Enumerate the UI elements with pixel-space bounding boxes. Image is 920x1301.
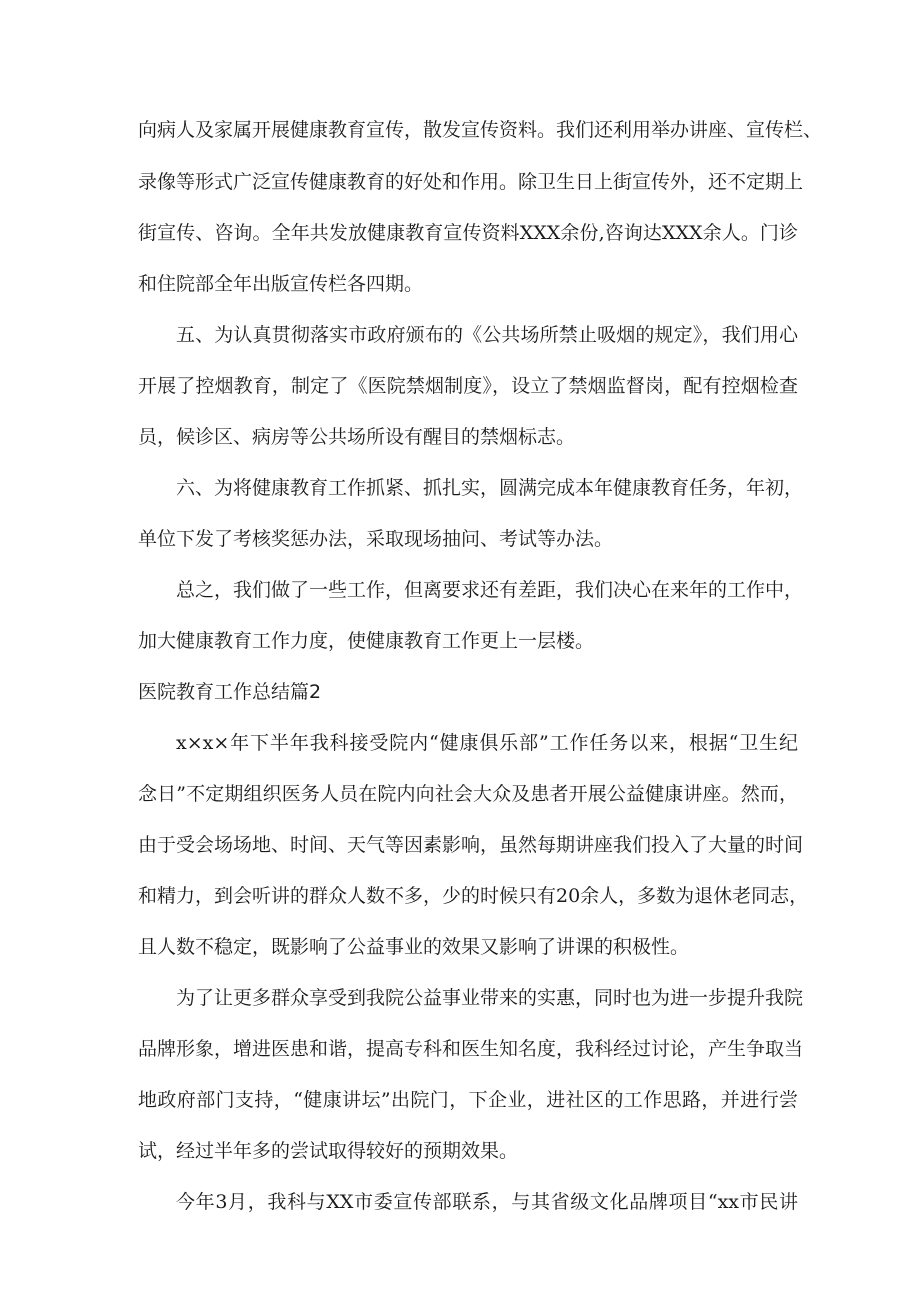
body-line: 开展了控烟教育，制定了《医院禁烟制度》，设立了禁烟监督岗，配有控烟检查 xyxy=(138,375,798,397)
paragraph-first-line: x×x×年下半年我科接受院内“健康俱乐部”工作任务以来，根据“卫生纪 xyxy=(176,732,798,754)
body-line: 加大健康教育工作力度，使健康教育工作更上一层楼。 xyxy=(138,630,595,652)
body-line: 街宣传、咨询。全年共发放健康教育宣传资料XXX余份,咨询达XXX余人。门诊 xyxy=(138,222,798,244)
body-line: 录像等形式广泛宣传健康教育的好处和作用。除卫生日上街宣传外，还不定期上 xyxy=(138,171,804,193)
body-line: 向病人及家属开展健康教育宣传，散发宣传资料。我们还利用举办讲座、宣传栏、 xyxy=(138,119,823,141)
paragraph-first-line: 五、为认真贯彻落实市政府颁布的《公共场所禁止吸烟的规定》，我们用心 xyxy=(176,324,798,346)
body-line: 和精力，到会听讲的群众人数不多，少的时候只有20余人，多数为退休老同志， xyxy=(138,885,809,907)
body-line: 品牌形象，增进医患和谐，提高专科和医生知名度，我科经过讨论，产生争取当 xyxy=(138,1038,804,1060)
paragraph-first-line: 总之，我们做了一些工作，但离要求还有差距，我们决心在来年的工作中， xyxy=(176,579,804,601)
paragraph-first-line: 六、为将健康教育工作抓紧、抓扎实，圆满完成本年健康教育任务，年初， xyxy=(176,477,804,499)
body-line: 员，候诊区、病房等公共场所设有醒目的禁烟标志。 xyxy=(138,426,576,448)
body-line: 地政府部门支持，“健康讲坛”出院门，下企业，进社区的工作思路，并进行尝 xyxy=(138,1089,798,1111)
paragraph-first-line: 为了让更多群众享受到我院公益事业带来的实惠，同时也为进一步提升我院 xyxy=(176,987,804,1009)
body-line: 和住院部全年出版宣传栏各四期。 xyxy=(138,273,424,295)
body-line: 念日”不定期组织医务人员在院内向社会大众及患者开展公益健康讲座。然而， xyxy=(138,783,798,805)
body-line: 单位下发了考核奖惩办法，采取现场抽问、考试等办法。 xyxy=(138,528,614,550)
section-heading: 医院教育工作总结篇2 xyxy=(138,681,322,703)
body-line: 由于受会场场地、时间、天气等因素影响，虽然每期讲座我们投入了大量的时间 xyxy=(138,834,804,856)
body-line: 且人数不稳定，既影响了公益事业的效果又影响了讲课的积极性。 xyxy=(138,936,690,958)
paragraph-first-line: 今年3月，我科与XX市委宣传部联系，与其省级文化品牌项目“xx市民讲 xyxy=(176,1191,798,1213)
body-line: 试，经过半年多的尝试取得较好的预期效果。 xyxy=(138,1140,519,1162)
